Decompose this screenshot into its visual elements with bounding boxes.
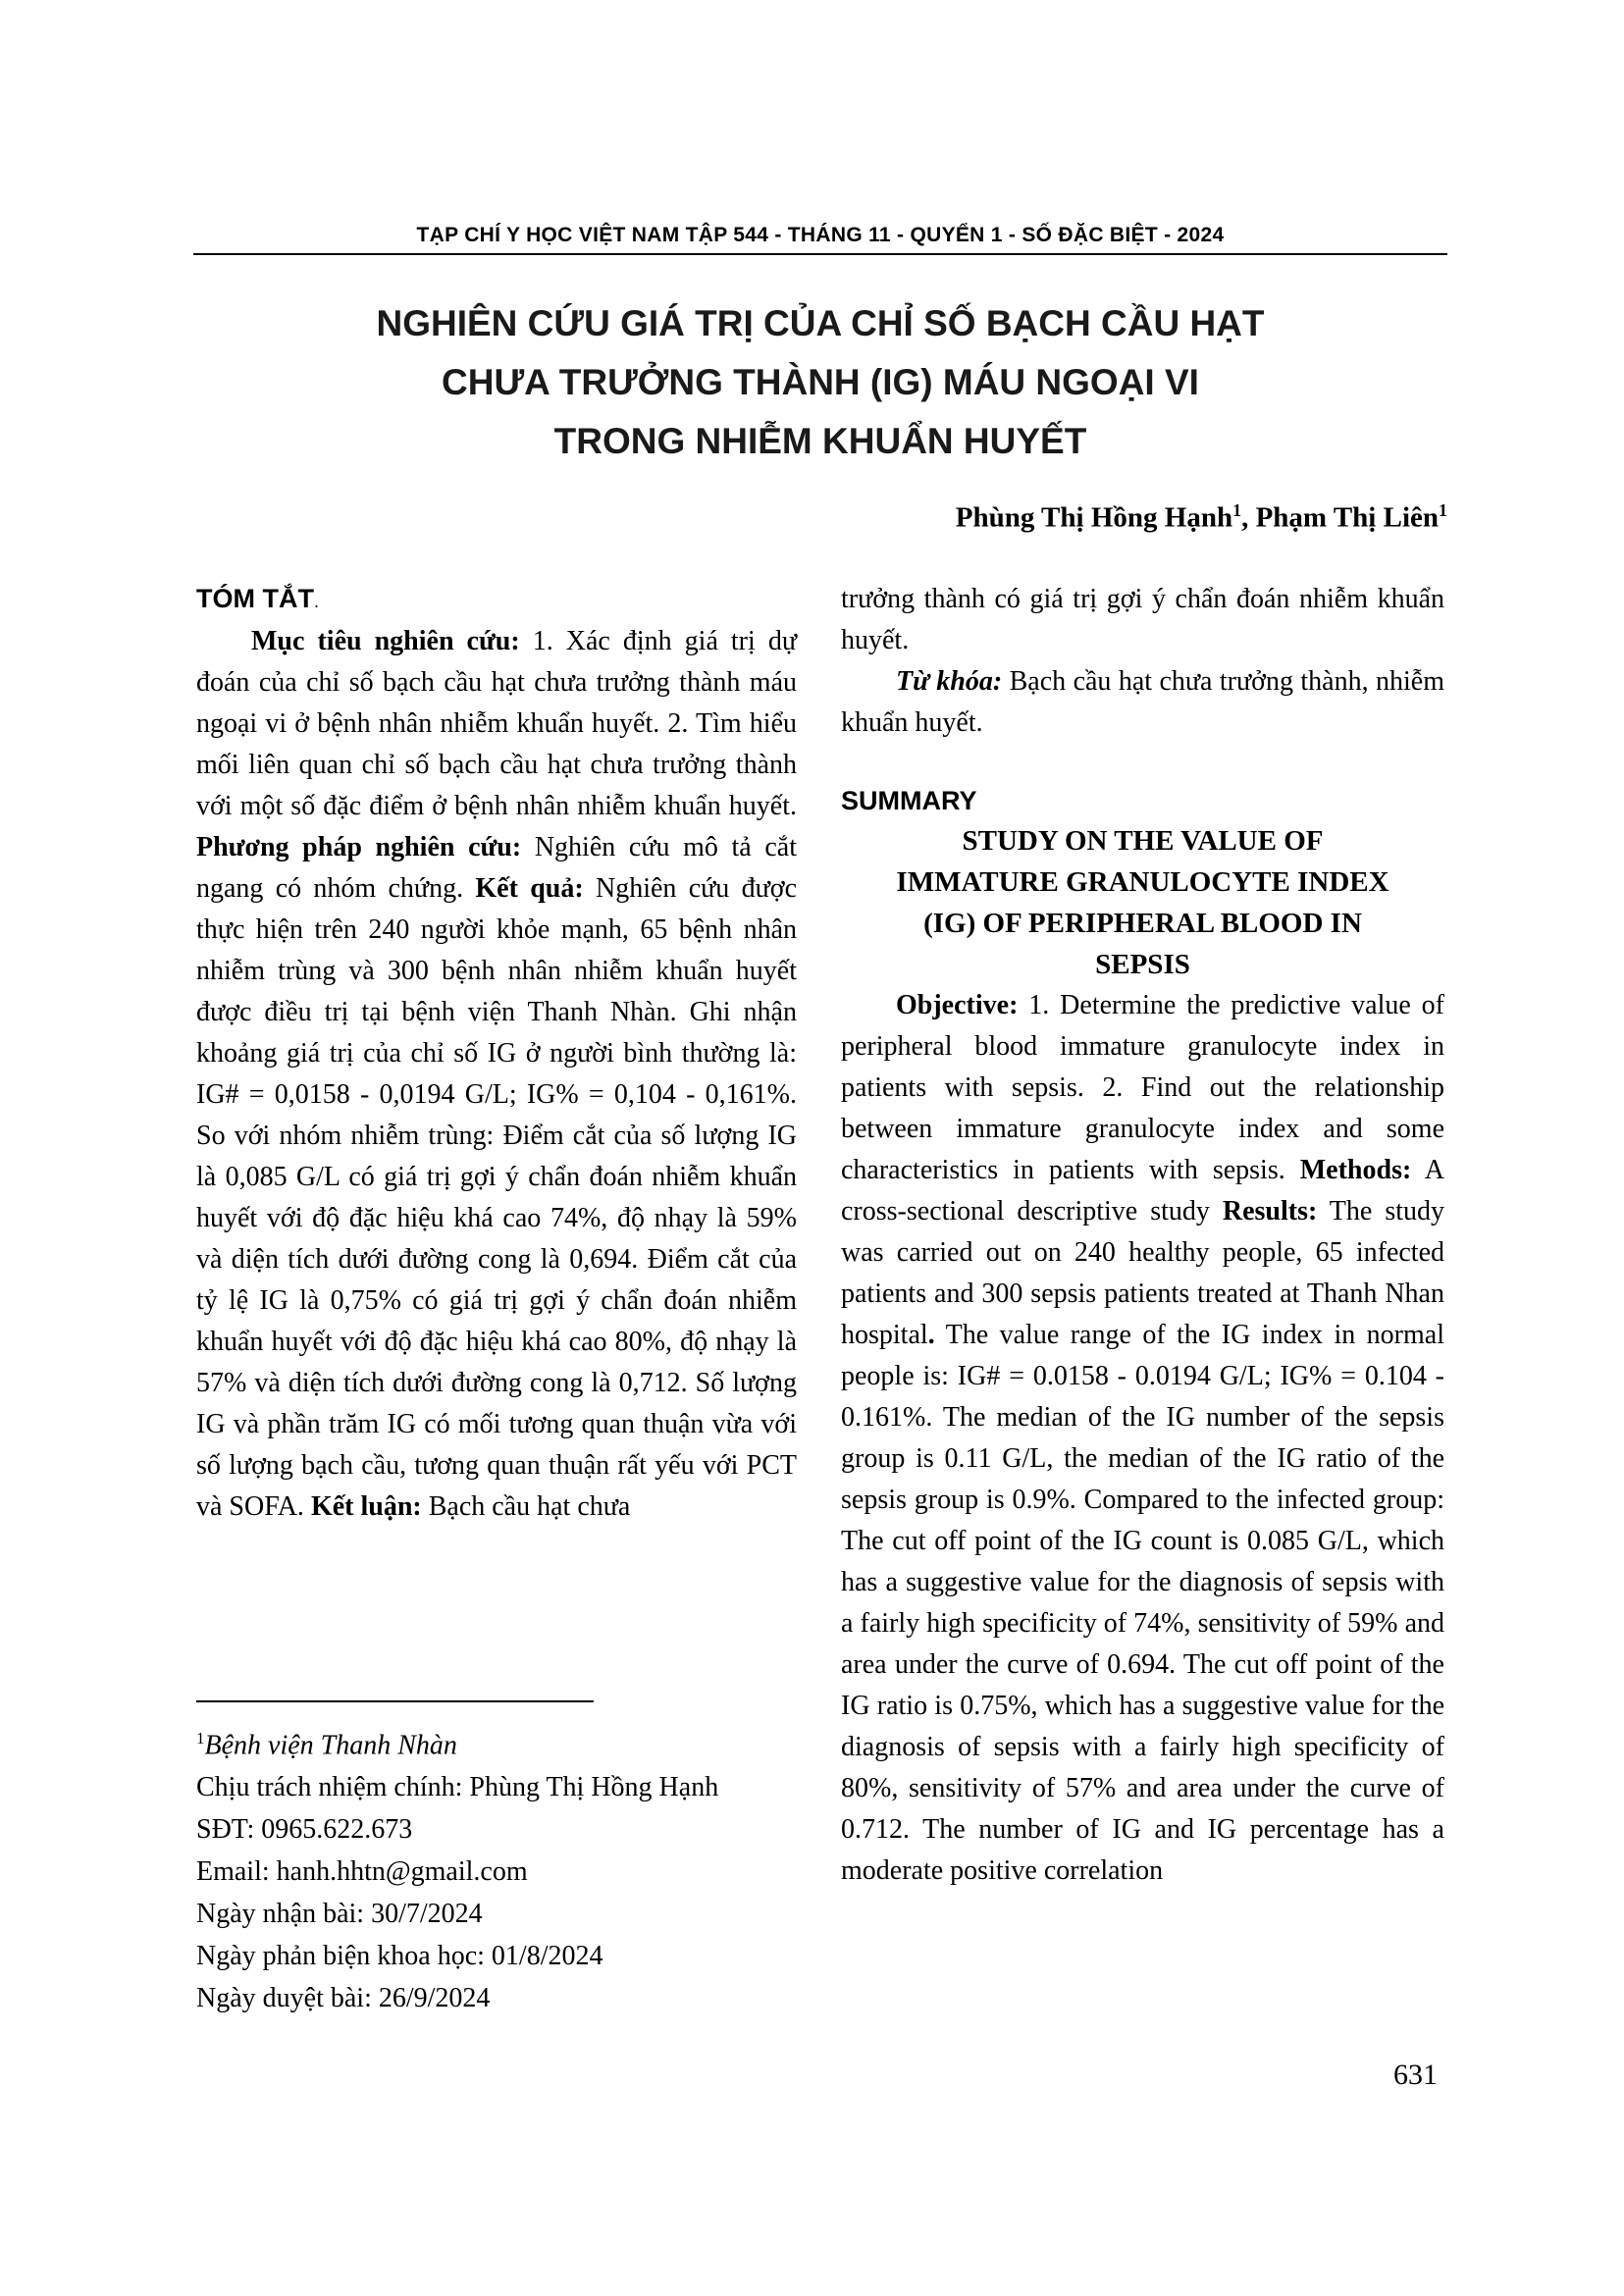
conclusion-text-vi-part2: trưởng thành có giá trị gợi ý chẩn đoán nhiễm khuẩn huyết. [841, 584, 1444, 655]
journal-header: TẠP CHÍ Y HỌC VIỆT NAM TẬP 544 - THÁNG 11 - QUYỂN 1 - SỐ ĐẶC BIỆT - 2024 [416, 224, 1225, 246]
footnote-accepted: Ngày duyệt bài: 26/9/2024 [196, 1983, 491, 2014]
objective-text-vi: 1. Xác định giá trị dự đoán của chỉ số bạch cầu hạt chưa trưởng thành máu ngoại vi ở bệnh nhân nhiễm khuẩn huyết. 2. Tìm hiểu mối liên quan chỉ số bạch cầu hạt chưa trưởng thành với một số đặc điểm ở bệnh nhân nhiễm khuẩn huyết. [196, 626, 797, 821]
footnote-rule [196, 1700, 594, 1702]
results-label-en: Results: [1222, 1196, 1318, 1226]
header-rule [193, 253, 1447, 255]
author-2: Phạm Thị Liên [1255, 501, 1439, 534]
title-line-2: CHƯA TRƯỞNG THÀNH (IG) MÁU NGOẠI VI [442, 362, 1199, 402]
footnote-phone: SĐT: 0965.622.673 [196, 1814, 413, 1846]
english-title-line-1: STUDY ON THE VALUE OF [962, 825, 1324, 857]
methods-text-en: A cross-sectional descriptive study [841, 1155, 1444, 1226]
author-separator: , [1241, 501, 1256, 534]
results-text-en-part2: The value range of the IG index in normal people is: IG# = 0.0158 - 0.0194 G/L; IG% = 0.104 - 0.161%. The median of the IG number of the sepsis group is 0.11 G/L, the median of the IG ratio of the sepsis group is 0.9%. Compared to the infected group: The cut off point of the IG count is 0.085 G/L, which has a suggestive value for the diagnosis of sepsis with a fairly high specificity of 74%, sensitivity of 59% and area under the curve of 0.694. The cut off point of the IG ratio is 0.75%, which has a suggestive value for the diagnosis of sepsis with a fairly high specificity of 80%, sensitivity of 57% and area under the curve of 0.712. The number of IG and IG percentage has a moderate positive correlation [841, 1320, 1444, 1886]
title-line-3: TRONG NHIỄM KHUẨN HUYẾT [553, 421, 1087, 461]
title-line-1: NGHIÊN CỨU GIÁ TRỊ CỦA CHỈ SỐ BẠCH CẦU HẠT [376, 303, 1265, 343]
author-1-affil-mark: 1 [1232, 500, 1242, 520]
methods-label-en: Methods: [1299, 1155, 1412, 1185]
footnote-affil-mark: 1 [196, 1729, 205, 1748]
english-title-line-3: (IG) OF PERIPHERAL BLOOD IN [923, 908, 1362, 939]
author-list [956, 500, 1447, 535]
page-number: 631 [1393, 2059, 1438, 2091]
conclusion-text-vi-part1: Bạch cầu hạt chưa [421, 1491, 631, 1522]
abstract-en-body [841, 985, 1444, 1892]
author-1: Phùng Thị Hồng Hạnh [955, 501, 1233, 534]
results-label-vi: Kết quả: [475, 873, 584, 904]
author-2-affil-mark: 1 [1439, 500, 1447, 520]
left-column [196, 579, 797, 1528]
methods-label-vi: Phương pháp nghiên cứu: [196, 832, 522, 862]
keywords-text-vi: Bạch cầu hạt chưa trưởng thành, nhiễm khuẩn huyết. [841, 666, 1445, 738]
abstract-vi-heading-suffix: . [313, 592, 319, 611]
footnotes [196, 1717, 824, 2019]
right-column [841, 579, 1444, 1892]
results-text-vi: Nghiên cứu được thực hiện trên 240 người khỏe mạnh, 65 bệnh nhân nhiễm trùng và 300 bệnh nhân nhiễm khuẩn huyết được điều trị tại bệnh viện Thanh Nhàn. Ghi nhận khoảng giá trị của chỉ số IG ở người bình thường là: IG# = 0,0158 - 0,0194 G/L; IG% = 0,104 - 0,161%. So với nhóm nhiễm trùng: Điểm cắt của số lượng IG là 0,085 G/L có giá trị gợi ý chẩn đoán nhiễm khuẩn huyết với độ đặc hiệu khá cao 74%, độ nhạy là 59% và diện tích dưới đường cong là 0,694. Điểm cắt của tỷ lệ IG là 0,75% có giá trị gợi ý chẩn đoán nhiễm khuẩn huyết với độ đặc hiệu khá cao 80%, độ nhạy là 57% và diện tích dưới đường cong là 0,712. Số lượng IG và phần trăm IG có mối tương quan thuận vừa với số lượng bạch cầu, tương quan thuận rất yếu với PCT và SOFA. [196, 873, 797, 1522]
summary-heading: SUMMARY [841, 786, 977, 815]
results-text-en-part1: The study was carried out on 240 healthy people, 65 infected patients and 300 sepsis patients treated at Thanh Nhan hospital [841, 1196, 1445, 1350]
objective-text-en: 1. Determine the predictive value of peripheral blood immature granulocyte index in patients with sepsis. 2. Find out the relationship between immature granulocyte index and some characteristics in patients with sepsis. [841, 990, 1444, 1185]
methods-text-vi: Nghiên cứu mô tả cắt ngang có nhóm chứng. [196, 832, 797, 904]
objective-label-en: Objective: [896, 990, 1019, 1020]
abstract-vi-body [196, 621, 797, 1528]
keywords-vi [841, 661, 1444, 744]
footnote-affil-text: Bệnh viện Thanh Nhàn [204, 1730, 457, 1761]
conclusion-label-vi: Kết luận: [310, 1491, 422, 1522]
objective-label-vi: Mục tiêu nghiên cứu: [251, 626, 520, 656]
footnote-responsible: Chịu trách nhiệm chính: Phùng Thị Hồng Hạnh [196, 1772, 719, 1803]
footnote-reviewed: Ngày phản biện khoa học: 01/8/2024 [196, 1941, 603, 1972]
english-title-line-2: IMMATURE GRANULOCYTE INDEX [896, 866, 1389, 898]
article-title [226, 294, 1415, 471]
english-title [841, 820, 1444, 985]
abstract-vi-heading-text: TÓM TẮT [196, 584, 314, 613]
keywords-label-vi: Từ khóa: [896, 666, 1003, 697]
results-dot-en: . [927, 1320, 935, 1350]
footnote-email: Email: hanh.hhtn@gmail.com [196, 1856, 528, 1888]
abstract-vi-heading [196, 579, 797, 621]
footnote-affiliation [196, 1717, 824, 1766]
footnote-received: Ngày nhận bài: 30/7/2024 [196, 1899, 483, 1930]
english-title-line-4: SEPSIS [1095, 949, 1190, 980]
